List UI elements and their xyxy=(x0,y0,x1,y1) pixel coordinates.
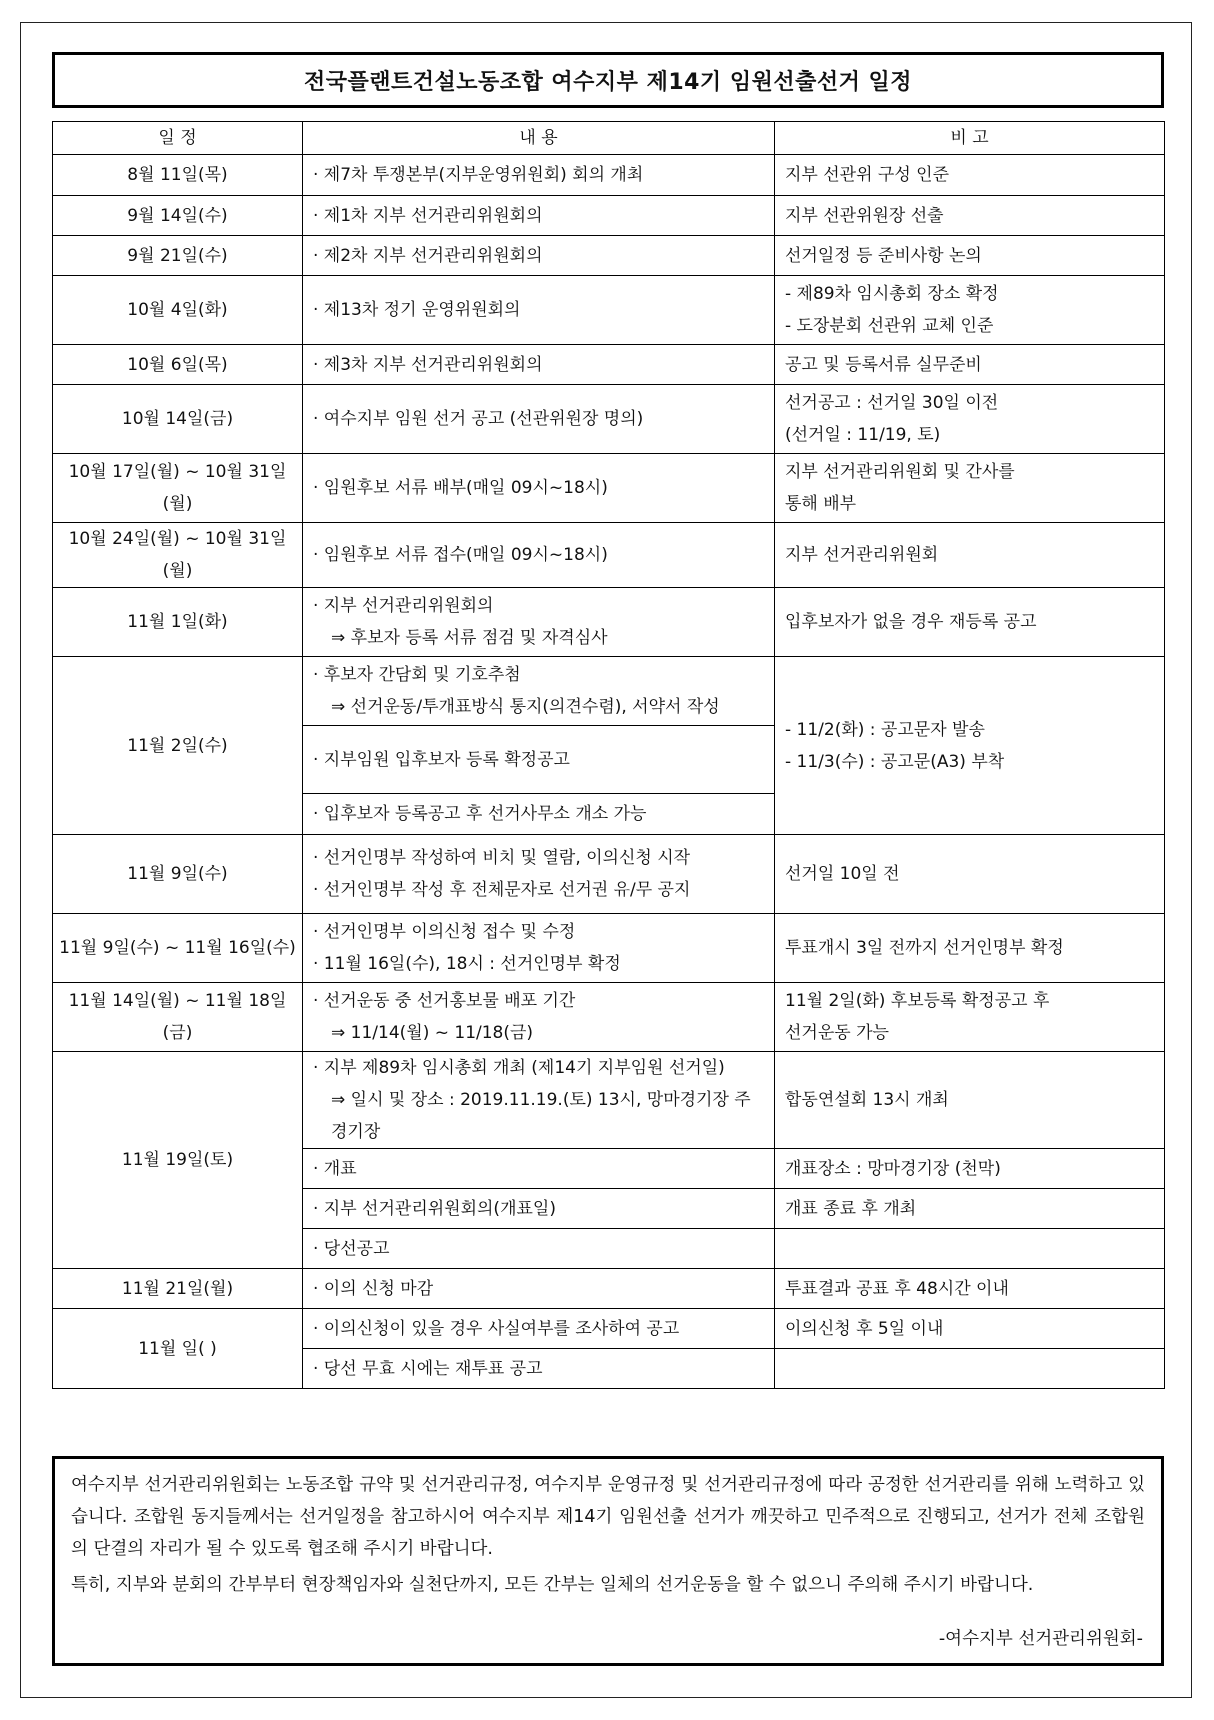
row-note xyxy=(775,454,1165,523)
row-content: · 임원후보 서류 접수(매일 09시~18시) xyxy=(303,523,775,588)
notice-box xyxy=(52,1456,1164,1666)
row-date: 11월 일( ) xyxy=(53,1309,303,1389)
row-content xyxy=(303,588,775,657)
row-date: 10월 24일(월) ~ 10월 31일(월) xyxy=(53,523,303,588)
table-row xyxy=(53,1052,1165,1149)
row-date: 10월 14일(금) xyxy=(53,385,303,454)
row-content xyxy=(303,657,775,726)
row-note-line: 선거공고 : 선거일 30일 이전 xyxy=(785,393,999,413)
row-note: 투표개시 3일 전까지 선거인명부 확정 xyxy=(775,914,1165,983)
row-note: 지부 선거관리위원회 xyxy=(775,523,1165,588)
row-content: · 제13차 정기 운영위원회의 xyxy=(303,276,775,345)
row-note: 공고 및 등록서류 실무준비 xyxy=(775,345,1165,385)
row-content-line: · 선거인명부 작성 후 전체문자로 선거권 유/무 공지 xyxy=(313,880,691,900)
row-note-line: - 11/3(수) : 공고문(A3) 부착 xyxy=(785,751,1005,772)
table-row xyxy=(53,523,1165,588)
row-content xyxy=(303,983,775,1052)
row-date: 9월 14일(수) xyxy=(53,196,303,236)
table-row xyxy=(53,657,1165,726)
row-content: · 제7차 투쟁본부(지부운영위원회) 회의 개최 xyxy=(303,155,775,196)
row-note xyxy=(775,385,1165,454)
row-note-line: - 도장분회 선관위 교체 인준 xyxy=(785,316,994,336)
row-content: · 당선 무효 시에는 재투표 공고 xyxy=(303,1349,775,1389)
row-note-line: 11월 2일(화) 후보등록 확정공고 후 xyxy=(785,991,1050,1011)
notice-paragraph: 여수지부 선거관리위원회는 노동조합 규약 및 선거관리규정, 여수지부 운영규정 및 선거관리규정에 따라 공정한 선거관리를 위해 노력하고 있습니다. 조합원 동지들께서는 선거일정을 참고하시어 여수지부 제14기 임원선출 선거가 깨끗하고 민주적으로 진행되고, 선거가 전체 조합원의 단결의 자리가 될 수 있도록 협조해 주시기 바랍니다. xyxy=(71,1475,1145,1559)
row-note-line: 지부 선거관리위원회 및 간사를 xyxy=(785,462,1015,482)
row-content xyxy=(303,914,775,983)
row-content xyxy=(303,835,775,914)
row-date: 11월 9일(수) ~ 11월 16일(수) xyxy=(53,914,303,983)
row-note: 합동연설회 13시 개최 xyxy=(775,1052,1165,1149)
row-content-line: · 후보자 간담회 및 기호추첨 xyxy=(313,665,521,685)
row-content-line: · 지부 제89차 임시총회 개최 (제14기 지부임원 선거일) xyxy=(313,1058,725,1078)
row-content: · 개표 xyxy=(303,1149,775,1189)
row-date: 8월 11일(목) xyxy=(53,155,303,196)
row-note xyxy=(775,1229,1165,1269)
row-date: 11월 1일(화) xyxy=(53,588,303,657)
page-title: 전국플랜트건설노동조합 여수지부 제14기 임원선출선거 일정 xyxy=(52,52,1164,108)
row-note: 지부 선관위 구성 인준 xyxy=(775,155,1165,196)
row-date: 10월 17일(월) ~ 10월 31일(월) xyxy=(53,454,303,523)
row-date: 11월 9일(수) xyxy=(53,835,303,914)
row-content xyxy=(303,1052,775,1149)
row-content: · 제1차 지부 선거관리위원회의 xyxy=(303,196,775,236)
table-row xyxy=(53,276,1165,345)
header-content: 내 용 xyxy=(303,122,775,155)
row-date: 11월 19일(토) xyxy=(53,1052,303,1269)
table-row xyxy=(53,236,1165,276)
row-content: · 당선공고 xyxy=(303,1229,775,1269)
notice-signature: -여수지부 선거관리위원회- xyxy=(938,1629,1143,1649)
row-note: 선거일 10일 전 xyxy=(775,835,1165,914)
row-note xyxy=(775,983,1165,1052)
row-content: · 입후보자 등록공고 후 선거사무소 개소 가능 xyxy=(303,794,775,835)
row-content: · 지부 선거관리위원회의(개표일) xyxy=(303,1189,775,1229)
schedule-table xyxy=(52,121,1165,1389)
row-note: 개표 종료 후 개최 xyxy=(775,1189,1165,1229)
row-note-line: - 11/2(화) : 공고문자 발송 xyxy=(785,719,985,740)
table-row xyxy=(53,1309,1165,1349)
table-row xyxy=(53,1269,1165,1309)
notice-paragraph: 특히, 지부와 분회의 간부부터 현장책임자와 실천단까지, 모든 간부는 일체의 선거운동을 할 수 없으니 주의해 주시기 바랍니다. xyxy=(71,1575,1034,1595)
row-content: · 이의 신청 마감 xyxy=(303,1269,775,1309)
row-content-subline: ⇒ 선거운동/투개표방식 통지(의견수렴), 서약서 작성 xyxy=(331,697,720,717)
row-note: 입후보자가 없을 경우 재등록 공고 xyxy=(775,588,1165,657)
row-content: · 이의신청이 있을 경우 사실여부를 조사하여 공고 xyxy=(303,1309,775,1349)
row-note-line: - 제89차 임시총회 장소 확정 xyxy=(785,284,999,304)
row-date: 11월 21일(월) xyxy=(53,1269,303,1309)
row-note xyxy=(775,276,1165,345)
row-note: 투표결과 공표 후 48시간 이내 xyxy=(775,1269,1165,1309)
row-content-line: · 지부 선거관리위원회의 xyxy=(313,596,494,616)
table-row xyxy=(53,588,1165,657)
header-note: 비 고 xyxy=(775,122,1165,155)
table-row xyxy=(53,983,1165,1052)
table-header-row xyxy=(53,122,1165,155)
row-content: · 지부임원 입후보자 등록 확정공고 xyxy=(303,726,775,794)
table-row xyxy=(53,454,1165,523)
row-date: 11월 2일(수) xyxy=(53,657,303,835)
row-note-line: 통해 배부 xyxy=(785,494,857,514)
row-content-subline: ⇒ 일시 및 장소 : 2019.11.19.(토) 13시, 망마경기장 주경기장 xyxy=(331,1090,751,1142)
table-row xyxy=(53,914,1165,983)
table-row xyxy=(53,155,1165,196)
table-row xyxy=(53,196,1165,236)
row-note-line: (선거일 : 11/19, 토) xyxy=(785,425,941,445)
row-content-line: · 선거인명부 작성하여 비치 및 열람, 이의신청 시작 xyxy=(313,848,691,868)
row-note-line: 선거운동 가능 xyxy=(785,1023,889,1043)
table-row xyxy=(53,345,1165,385)
row-content-line: · 11월 16일(수), 18시 : 선거인명부 확정 xyxy=(313,954,621,974)
row-note xyxy=(775,1349,1165,1389)
row-content-line: · 선거인명부 이의신청 접수 및 수정 xyxy=(313,922,576,942)
row-note: 선거일정 등 준비사항 논의 xyxy=(775,236,1165,276)
row-date: 9월 21일(수) xyxy=(53,236,303,276)
row-note: 지부 선관위원장 선출 xyxy=(775,196,1165,236)
row-content-subline: ⇒ 11/14(월) ~ 11/18(금) xyxy=(331,1023,534,1043)
row-note: 개표장소 : 망마경기장 (천막) xyxy=(775,1149,1165,1189)
row-date: 10월 6일(목) xyxy=(53,345,303,385)
row-content-subline: ⇒ 후보자 등록 서류 점검 및 자격심사 xyxy=(331,628,608,648)
row-date: 11월 14일(월) ~ 11월 18일(금) xyxy=(53,983,303,1052)
header-date: 일 정 xyxy=(53,122,303,155)
row-content: · 임원후보 서류 배부(매일 09시~18시) xyxy=(303,454,775,523)
table-row xyxy=(53,835,1165,914)
row-content: · 여수지부 임원 선거 공고 (선관위원장 명의) xyxy=(303,385,775,454)
row-content: · 제2차 지부 선거관리위원회의 xyxy=(303,236,775,276)
row-content-line: · 선거운동 중 선거홍보물 배포 기간 xyxy=(313,991,576,1011)
row-content: · 제3차 지부 선거관리위원회의 xyxy=(303,345,775,385)
row-note xyxy=(775,657,1165,835)
row-note: 이의신청 후 5일 이내 xyxy=(775,1309,1165,1349)
row-date: 10월 4일(화) xyxy=(53,276,303,345)
table-row xyxy=(53,385,1165,454)
